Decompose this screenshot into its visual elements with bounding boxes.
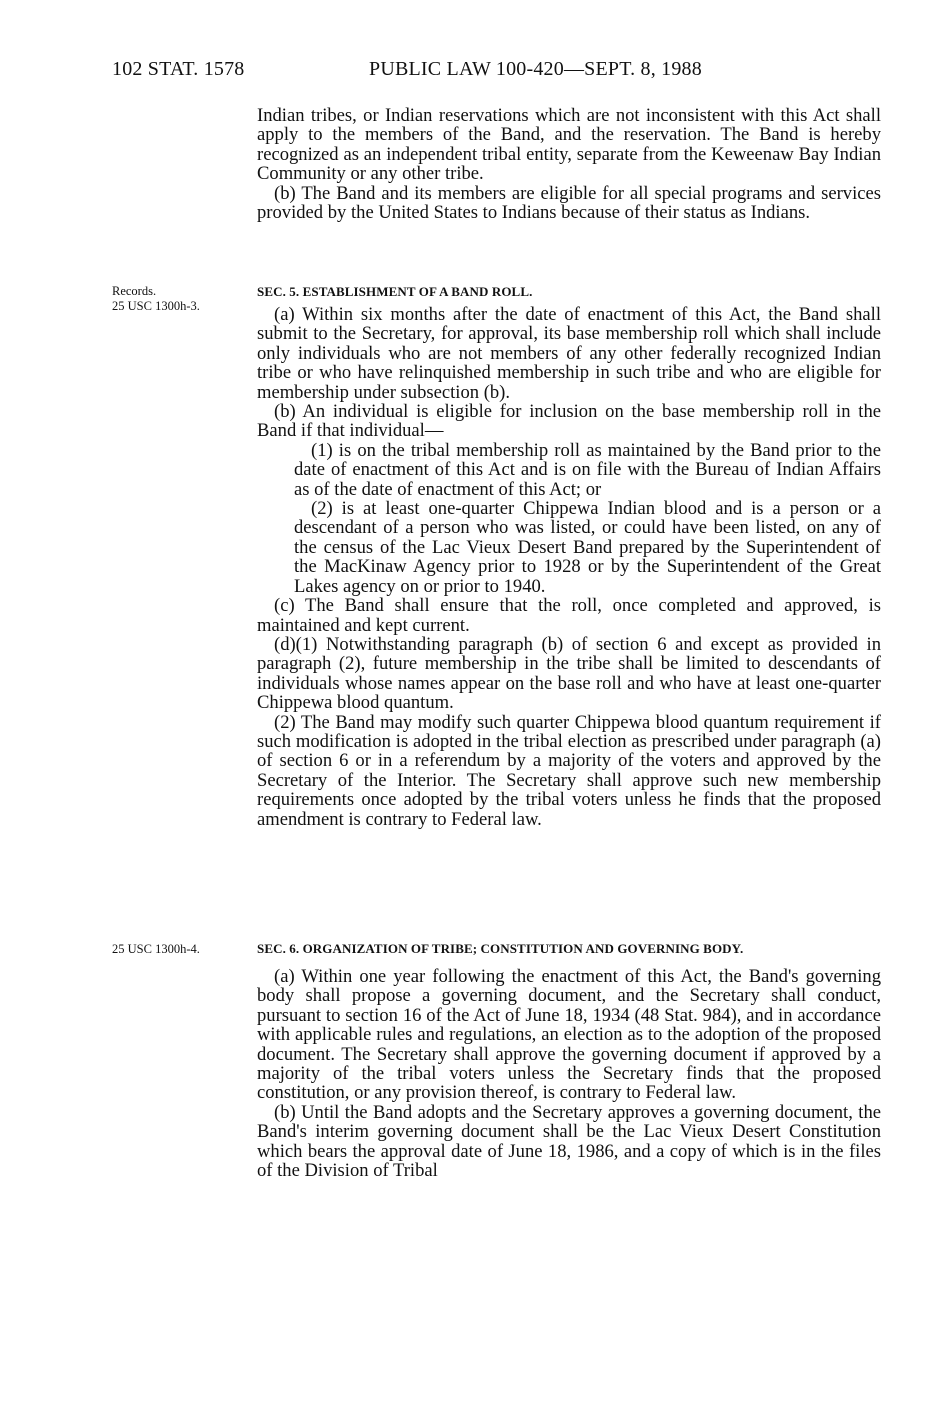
margin-note-usc-1300h-3: 25 USC 1300h-3. xyxy=(112,299,200,313)
section-5-body xyxy=(257,305,881,829)
paragraph: Indian tribes, or Indian reservations which are not inconsistent with this Act shall apply to the members of the Band, and the reservation. The Band is hereby recognized as an independent tribal entity, separate from the Keweenaw Bay Indian Community or any other tribe. xyxy=(257,105,881,185)
paragraph-a: (a) Within one year following the enactment of this Act, the Band's governing body shall propose a governing document, and the Secretary shall conduct, pursuant to section 16 of the Act of June 18, 1934 (48 Stat. 984), and in accordance with applicable rules and regulations, an election as to the adoption of the proposed document. The Secretary shall approve the governing document if approved by a majority of the tribal voters unless the Secretary finds that the proposed constitution, or any provision thereof, is contrary to Federal law. xyxy=(257,966,881,1104)
margin-note-records: Records. xyxy=(112,284,157,298)
paragraph-a: (a) Within six months after the date of enactment of this Act, the Band shall submit to the Secretary, for approval, its base membership roll which shall include only individuals who are not members of any other federally recognized Indian tribe or who have relinquished membership in such tribe and who are eligible for membership under subsection (b). xyxy=(257,304,881,403)
paragraph-d2: (2) The Band may modify such quarter Chippewa blood quantum requirement if such modification is adopted in the tribal election as prescribed under paragraph (a) of section 6 or in a referendum by a majority of the voters and approved by the Secretary of the Interior. The Secretary shall approve such new membership requirements once adopted by the tribal voters unless he finds that the proposed amendment is contrary to Federal law. xyxy=(257,711,881,830)
section-6-heading: SEC. 6. ORGANIZATION OF TRIBE; CONSTITUTION AND GOVERNING BODY. xyxy=(257,941,744,956)
section-4-continuation xyxy=(257,106,881,222)
paragraph-c: (c) The Band shall ensure that the roll, once completed and approved, is maintained and kept current. xyxy=(257,595,881,636)
section-6-body xyxy=(257,967,881,1180)
paragraph-b2: (2) is at least one-quarter Chippewa Indian blood and is a person or a descendant of a person who was listed, or could have been listed, on any of the census of the Lac Vieux Desert Band prepared by the Superintendent of the MacKinaw Agency prior to 1928 or by the Superintendent of the Great Lakes agency on or prior to 1940. xyxy=(294,498,881,597)
paragraph-b: (b) Until the Band adopts and the Secretary approves a governing document, the Band's interim governing document shall be the Lac Vieux Desert Constitution which bears the approval date of June 18, 1986, and a copy of which is in the files of the Division of Tribal xyxy=(257,1101,881,1182)
law-title: PUBLIC LAW 100-420—SEPT. 8, 1988 xyxy=(369,58,702,80)
paragraph: (b) The Band and its members are eligible for all special programs and services provided by the United States to Indians because of their status as Indians. xyxy=(257,182,881,224)
page-header xyxy=(112,58,892,88)
paragraph-b1: (1) is on the tribal membership roll as maintained by the Band prior to the date of enactment of this Act and is on file with the Bureau of Indian Affairs as of the date of enactment of this Act; or xyxy=(294,439,881,500)
margin-note-usc-1300h-4: 25 USC 1300h-4. xyxy=(112,942,200,956)
paragraph-d1: (d)(1) Notwithstanding paragraph (b) of section 6 and except as provided in paragraph (2), future membership in the tribe shall be limited to descendants of individuals whose names appear on the base roll and who have at least one-quarter Chippewa blood quantum. xyxy=(257,633,881,714)
stat-page-number: 102 STAT. 1578 xyxy=(112,58,245,80)
paragraph-b: (b) An individual is eligible for inclusion on the base membership roll in the Band if that individual— xyxy=(257,401,881,442)
section-5-heading: SEC. 5. ESTABLISHMENT OF A BAND ROLL. xyxy=(257,284,533,299)
